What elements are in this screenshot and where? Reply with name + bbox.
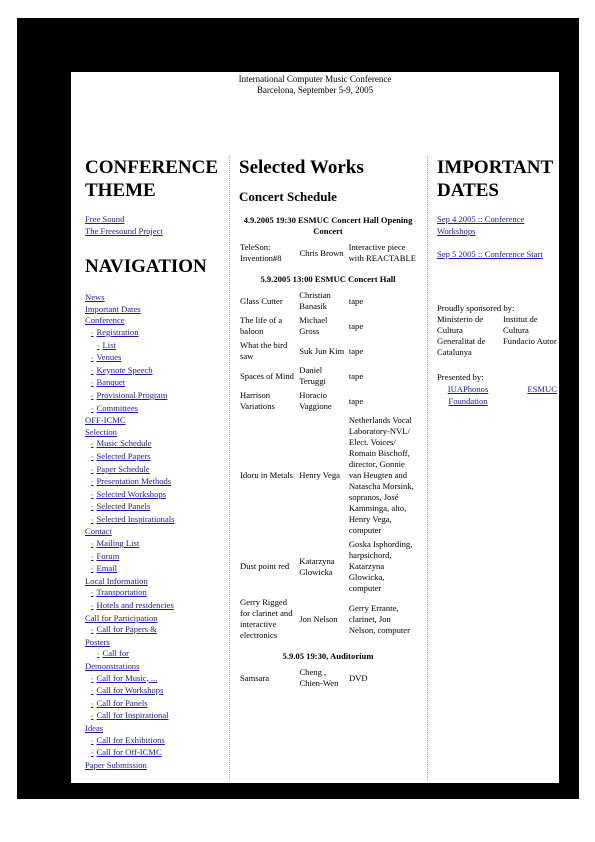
nav-item-label: Call for Participation [85, 612, 158, 623]
session-table [239, 241, 417, 266]
nav-item-label: News [85, 292, 105, 303]
nav-bullet-icon: ◦ [91, 465, 94, 474]
nav-bullet-icon: ◦ [91, 366, 94, 375]
theme-heading-line-1: CONFERENCE [85, 157, 219, 178]
nav-bullet-icon: ◦ [91, 712, 94, 721]
nav-item[interactable] [85, 673, 227, 686]
nav-bullet-icon: ◦ [91, 749, 94, 758]
session-table [239, 666, 417, 691]
nav-item[interactable] [85, 723, 227, 735]
nav-item[interactable] [85, 340, 227, 353]
nav-item-label: Committees [96, 402, 139, 413]
nav-item[interactable] [85, 538, 227, 551]
nav-item-label: Transportation [96, 587, 147, 598]
important-dates-heading [437, 156, 557, 202]
composer-cell: Katarzyna Glowicka [299, 555, 335, 577]
work-title-cell: Gerry Rigged for clarinet and interactive electronics [240, 597, 293, 640]
nav-item[interactable] [85, 637, 227, 649]
nav-item-label: Selected Workshops [96, 488, 167, 499]
nav-item-label: Mailing List [96, 538, 140, 549]
nav-bullet-icon: ◦ [97, 341, 100, 350]
nav-item[interactable] [85, 501, 227, 514]
nav-item[interactable] [85, 377, 227, 390]
instrumentation-cell: DVD [348, 672, 368, 683]
nav-bullet-icon: ◦ [91, 589, 94, 598]
work-title-cell: Spaces of Mind [240, 370, 294, 381]
nav-item[interactable] [85, 624, 227, 637]
nav-item[interactable] [85, 365, 227, 378]
presenters [437, 384, 557, 407]
instrumentation-cell: tape [348, 370, 364, 381]
important-dates-heading-line-1: IMPORTANT [437, 157, 554, 178]
table-row [239, 314, 417, 339]
nav-item[interactable] [85, 451, 227, 464]
nav-item-label: Posters [85, 636, 110, 647]
presented-heading: Presented by: [437, 372, 484, 383]
work-title-cell: What the bird saw [240, 340, 288, 361]
nav-bullet-icon: ◦ [91, 328, 94, 337]
nav-item-label: Call for Inspirational [96, 710, 169, 721]
sponsor-institut: Institut de Cultura [503, 314, 538, 336]
theme-heading-line-2: THEME [85, 180, 156, 201]
nav-bullet-icon: ◦ [91, 552, 94, 561]
nav-item-label: Paper Submission [85, 759, 147, 770]
nav-item-label: Ideas [85, 722, 104, 733]
nav-item[interactable] [85, 464, 227, 477]
left-column [85, 156, 227, 781]
nav-item-label: Keynote Speech [96, 364, 153, 375]
nav-bullet-icon: ◦ [91, 354, 94, 363]
nav-item[interactable] [85, 685, 227, 698]
nav-bullet-icon: ◦ [91, 515, 94, 524]
nav-item[interactable] [85, 551, 227, 564]
theme-link-free-sound[interactable]: Free Sound [85, 214, 125, 224]
work-title-cell: Idoru in Metals [240, 470, 293, 480]
nav-item[interactable] [85, 489, 227, 502]
nav-item[interactable] [85, 514, 227, 527]
nav-item-label: Selected Panels [96, 501, 151, 512]
nav-item-label: List [102, 339, 116, 350]
nav-item-label: Registration [96, 326, 139, 337]
nav-item[interactable] [85, 576, 227, 588]
nav-item[interactable] [85, 735, 227, 748]
nav-item-label: Call for Exhibitions [96, 734, 165, 745]
important-dates-heading-line-2: DATES [437, 180, 499, 201]
nav-item[interactable] [85, 613, 227, 625]
nav-bullet-icon: ◦ [91, 540, 94, 549]
date-link-workshops[interactable]: Sep 4 2005 :: Conference Workshops [437, 214, 525, 236]
session-title: 4.9.2005 19:30 ESMUC Concert Hall Opening Concert [243, 215, 413, 236]
nav-item-label: Call for Off-ICMC [96, 747, 162, 758]
session-table [239, 289, 417, 643]
nav-item-label: Venues [96, 352, 122, 363]
nav-item[interactable] [85, 661, 227, 673]
instrumentation-cell: Goska Isphording, harpsichord, Katarzyna Glowicka, computer [348, 539, 413, 593]
nav-item[interactable] [85, 526, 227, 538]
sponsor-fundacio: Fundacio Autor [503, 336, 557, 347]
nav-bullet-icon: ◦ [91, 687, 94, 696]
column-divider-left [229, 156, 230, 781]
nav-item-label: Call for Panels [96, 697, 148, 708]
table-row [239, 538, 417, 596]
navigation-heading: NAVIGATION [85, 256, 207, 278]
right-column [437, 156, 557, 781]
nav-bullet-icon: ◦ [91, 440, 94, 449]
work-title-cell: Samsara [240, 672, 270, 683]
nav-item-label: Demonstrations [85, 661, 140, 671]
nav-item[interactable] [85, 415, 227, 427]
header-line-1: International Computer Music Conference [238, 74, 392, 84]
nav-bullet-icon: ◦ [91, 478, 94, 487]
nav-bullet-icon: ◦ [91, 699, 94, 708]
nav-item-label: Selected Inspirationals [96, 513, 175, 524]
nav-item-label: Selected Papers [96, 450, 151, 461]
nav-item-label: Provisional Program [96, 389, 168, 400]
nav-item[interactable] [85, 760, 227, 772]
composer-cell: Horacio Vaggione [299, 390, 332, 411]
nav-item[interactable] [85, 476, 227, 489]
theme-link-freesound-project[interactable]: The Freesound Project [85, 225, 163, 236]
conference-header [71, 74, 559, 96]
nav-bullet-icon: ◦ [91, 503, 94, 512]
nav-item-label: Conference [85, 315, 125, 326]
nav-item-label: Important Dates [85, 303, 141, 314]
table-row [239, 339, 417, 364]
instrumentation-cell: Netherlands Vocal Laboratory-NVL/ Elect. Voices/ Romain Bischoff, director, Gonnie van Heugten and Natascha Morsink, sopranos, José Kamminga, alto, Henry Vega, computer [348, 415, 414, 535]
nav-item[interactable] [85, 438, 227, 451]
nav-item-label: OFF-ICMC [85, 415, 126, 426]
nav-item[interactable] [85, 710, 227, 723]
nav-item[interactable] [85, 292, 227, 304]
nav-item-label: Hotels and residencies [96, 600, 174, 611]
nav-item[interactable] [85, 403, 227, 416]
session-title: 5.9.2005 13:00 ESMUC Concert Hall [260, 274, 396, 284]
nav-item[interactable] [85, 427, 227, 439]
nav-item[interactable] [85, 390, 227, 403]
nav-item[interactable] [85, 600, 227, 613]
nav-item-label: Email [96, 563, 118, 574]
nav-item-label: Call for Workshops [96, 685, 164, 696]
page-content [71, 72, 559, 783]
composer-cell: Christian Banasik [299, 290, 331, 311]
header-line-2: Barcelona, September 5-9, 2005 [256, 85, 374, 95]
nav-bullet-icon: ◦ [91, 490, 94, 499]
nav-bullet-icon: ◦ [91, 626, 94, 635]
table-row [239, 241, 417, 266]
nav-item[interactable] [85, 304, 227, 316]
instrumentation-cell: tape [348, 395, 364, 406]
nav-item-label: Selection [85, 426, 117, 437]
nav-item-label: Local Information [85, 575, 148, 586]
sponsor-grid [437, 314, 557, 358]
composer-cell: Daniel Teruggi [299, 365, 326, 386]
sponsor-heading: Proudly sponsored by: [437, 302, 515, 313]
nav-bullet-icon: ◦ [91, 404, 94, 413]
table-row [239, 364, 417, 389]
nav-item[interactable] [85, 698, 227, 711]
nav-item-label: Presentation Methods [96, 476, 172, 487]
important-dates-list [437, 214, 557, 261]
table-row [239, 666, 417, 691]
concert-schedule-heading: Concert Schedule [239, 189, 337, 204]
nav-bullet-icon: ◦ [91, 452, 94, 461]
column-divider-right [427, 156, 428, 781]
composer-cell: Chris Brown [299, 247, 344, 258]
work-title-cell: Glass Cutter [240, 295, 283, 306]
nav-bullet-icon: ◦ [91, 674, 94, 683]
table-row [239, 596, 417, 643]
middle-column [239, 156, 417, 781]
presenter-esmuc[interactable]: ESMUC [527, 383, 557, 394]
nav-item[interactable] [85, 747, 227, 760]
sponsor-generalitat: Generalitat de Catalunya [437, 336, 486, 358]
instrumentation-cell: tape [348, 345, 364, 356]
date-link-conference-start[interactable]: Sep 5 2005 :: Conference Start [437, 249, 543, 260]
work-title-cell: TeleSon: Invention#8 [240, 242, 282, 263]
composer-cell: Cheng , Chien-Wen [299, 667, 339, 688]
nav-item-label: Call for [102, 648, 129, 659]
nav-bullet-icon: ◦ [91, 602, 94, 611]
nav-item[interactable] [85, 352, 227, 365]
nav-item-label: Banquet [96, 377, 126, 388]
session-title: 5.9.05 19:30, Auditorium [282, 651, 374, 661]
selected-works-heading: Selected Works [239, 157, 364, 178]
nav-bullet-icon: ◦ [91, 379, 94, 388]
instrumentation-cell: Gerry Errante, clarinet, Jon Nelson, computer [348, 602, 410, 635]
concert-sessions [239, 215, 417, 691]
sponsor-ministerio: Ministerio de Cultura [437, 314, 484, 336]
theme-heading [85, 156, 227, 202]
nav-bullet-icon: ◦ [91, 391, 94, 400]
nav-item-label: Paper Schedule [96, 463, 150, 474]
nav-item[interactable] [85, 648, 227, 661]
table-row [239, 414, 417, 538]
nav-item-label: Call for Music, ... [96, 672, 158, 683]
composer-cell: Henry Vega [299, 470, 340, 480]
nav-item[interactable] [85, 327, 227, 340]
nav-item-label: Music Schedule [96, 438, 152, 449]
nav-item-label: Contact [85, 526, 112, 537]
table-row [239, 389, 417, 414]
work-title-cell: Dust point red [240, 561, 290, 571]
composer-cell: Michael Gross [299, 315, 328, 336]
nav-item[interactable] [85, 563, 227, 576]
nav-bullet-icon: ◦ [91, 736, 94, 745]
composer-cell: Jon Nelson [299, 613, 338, 624]
nav-bullet-icon: ◦ [97, 650, 100, 659]
work-title-cell: Harrison Variations [240, 390, 275, 411]
instrumentation-cell: Interactive piece with REACTABLE [348, 242, 416, 263]
nav-item-label: Forum [96, 550, 120, 561]
nav-item[interactable] [85, 587, 227, 600]
nav-item[interactable] [85, 315, 227, 327]
page-frame [17, 18, 579, 799]
theme-links [85, 214, 227, 237]
instrumentation-cell: tape [348, 295, 364, 306]
nav-bullet-icon: ◦ [91, 565, 94, 574]
nav-item-label: Call for Papers & [96, 624, 157, 635]
work-title-cell: The life of a baloon [240, 315, 283, 336]
instrumentation-cell: tape [348, 320, 364, 331]
table-row [239, 289, 417, 314]
composer-cell: Suk Jun Kim [299, 345, 345, 356]
presenter-iuaphonos[interactable]: IUAPhonos Foundation [447, 383, 489, 406]
navigation-menu [85, 292, 227, 771]
